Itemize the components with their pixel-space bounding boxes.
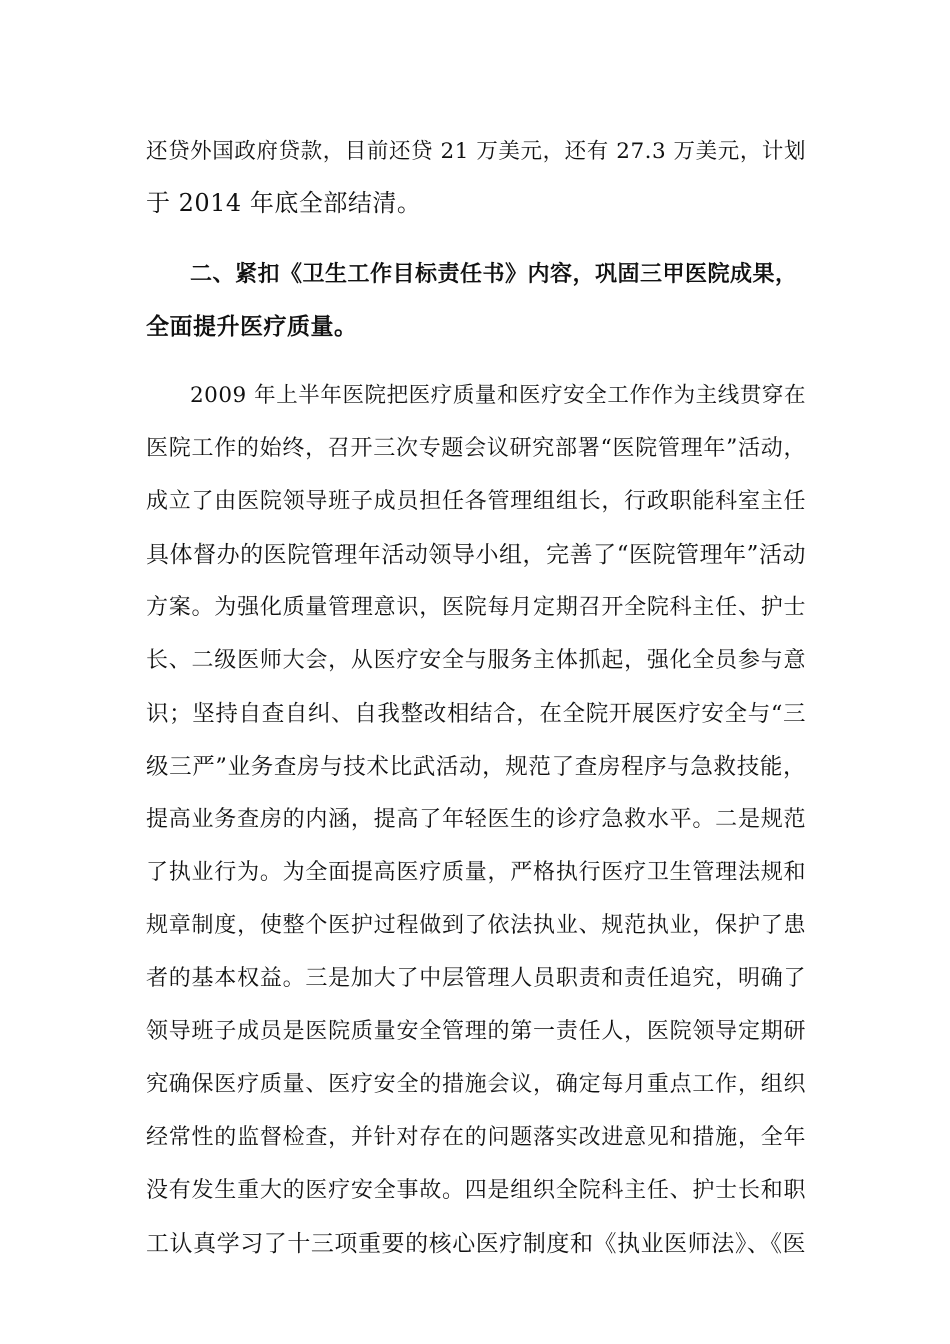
body-text-line: 没有发生重大的医疗安全事故。四是组织全院科主任、护士长和职 — [146, 1178, 806, 1203]
body-text-line: 提高业务查房的内涵，提高了年轻医生的诊疗急救水平。二是规范 — [146, 807, 806, 832]
body-text-line: 识；坚持自查自纠、自我整改相结合，在全院开展医疗安全与“三 — [146, 701, 806, 727]
body-text-line: 究确保医疗质量、医疗安全的措施会议，确定每月重点工作，组织 — [146, 1072, 806, 1097]
body-text-line: 工认真学习了十三项重要的核心医疗制度和《执业医师法》、《医 — [146, 1231, 806, 1257]
body-text-line: 了执业行为。为全面提高医疗质量，严格执行医疗卫生管理法规和 — [146, 860, 806, 885]
body-text-line: 级三严”业务查房与技术比武活动，规范了查房程序与急救技能， — [146, 754, 806, 780]
body-text-line: 领导班子成员是医院质量安全管理的第一责任人，医院领导定期研 — [146, 1019, 806, 1044]
body-text-line: 成立了由医院领导班子成员担任各管理组组长，行政职能科室主任 — [146, 489, 806, 514]
section-heading: 全面提升医疗质量。 — [146, 314, 358, 340]
body-text-line: 方案。为强化质量管理意识，医院每月定期召开全院科主任、护士 — [146, 595, 806, 620]
body-text-line: 规章制度，使整个医护过程做到了依法执业、规范执业，保护了患 — [146, 913, 806, 938]
body-text-line: 者的基本权益。三是加大了中层管理人员职责和责任追究，明确了 — [146, 966, 806, 991]
body-text-line: 医院工作的始终，召开三次专题会议研究部署“医院管理年”活动， — [146, 436, 806, 461]
body-text-line: 还贷外国政府贷款，目前还贷 21 万美元，还有 27.3 万美元，计划 — [146, 139, 806, 164]
body-text-line: 2009 年上半年医院把医疗质量和医疗安全工作作为主线贯穿在 — [190, 383, 806, 408]
body-text-line: 具体督办的医院管理年活动领导小组，完善了“医院管理年”活动 — [146, 542, 806, 568]
body-text-line: 经常性的监督检查，并针对存在的问题落实改进意见和措施，全年 — [146, 1125, 806, 1150]
section-heading: 二、紧扣《卫生工作目标责任书》内容，巩固三甲医院成果， — [190, 262, 798, 287]
body-text-line: 于 2014 年底全部结清。 — [146, 189, 422, 217]
body-text-line: 长、二级医师大会，从医疗安全与服务主体抓起，强化全员参与意 — [146, 648, 806, 673]
